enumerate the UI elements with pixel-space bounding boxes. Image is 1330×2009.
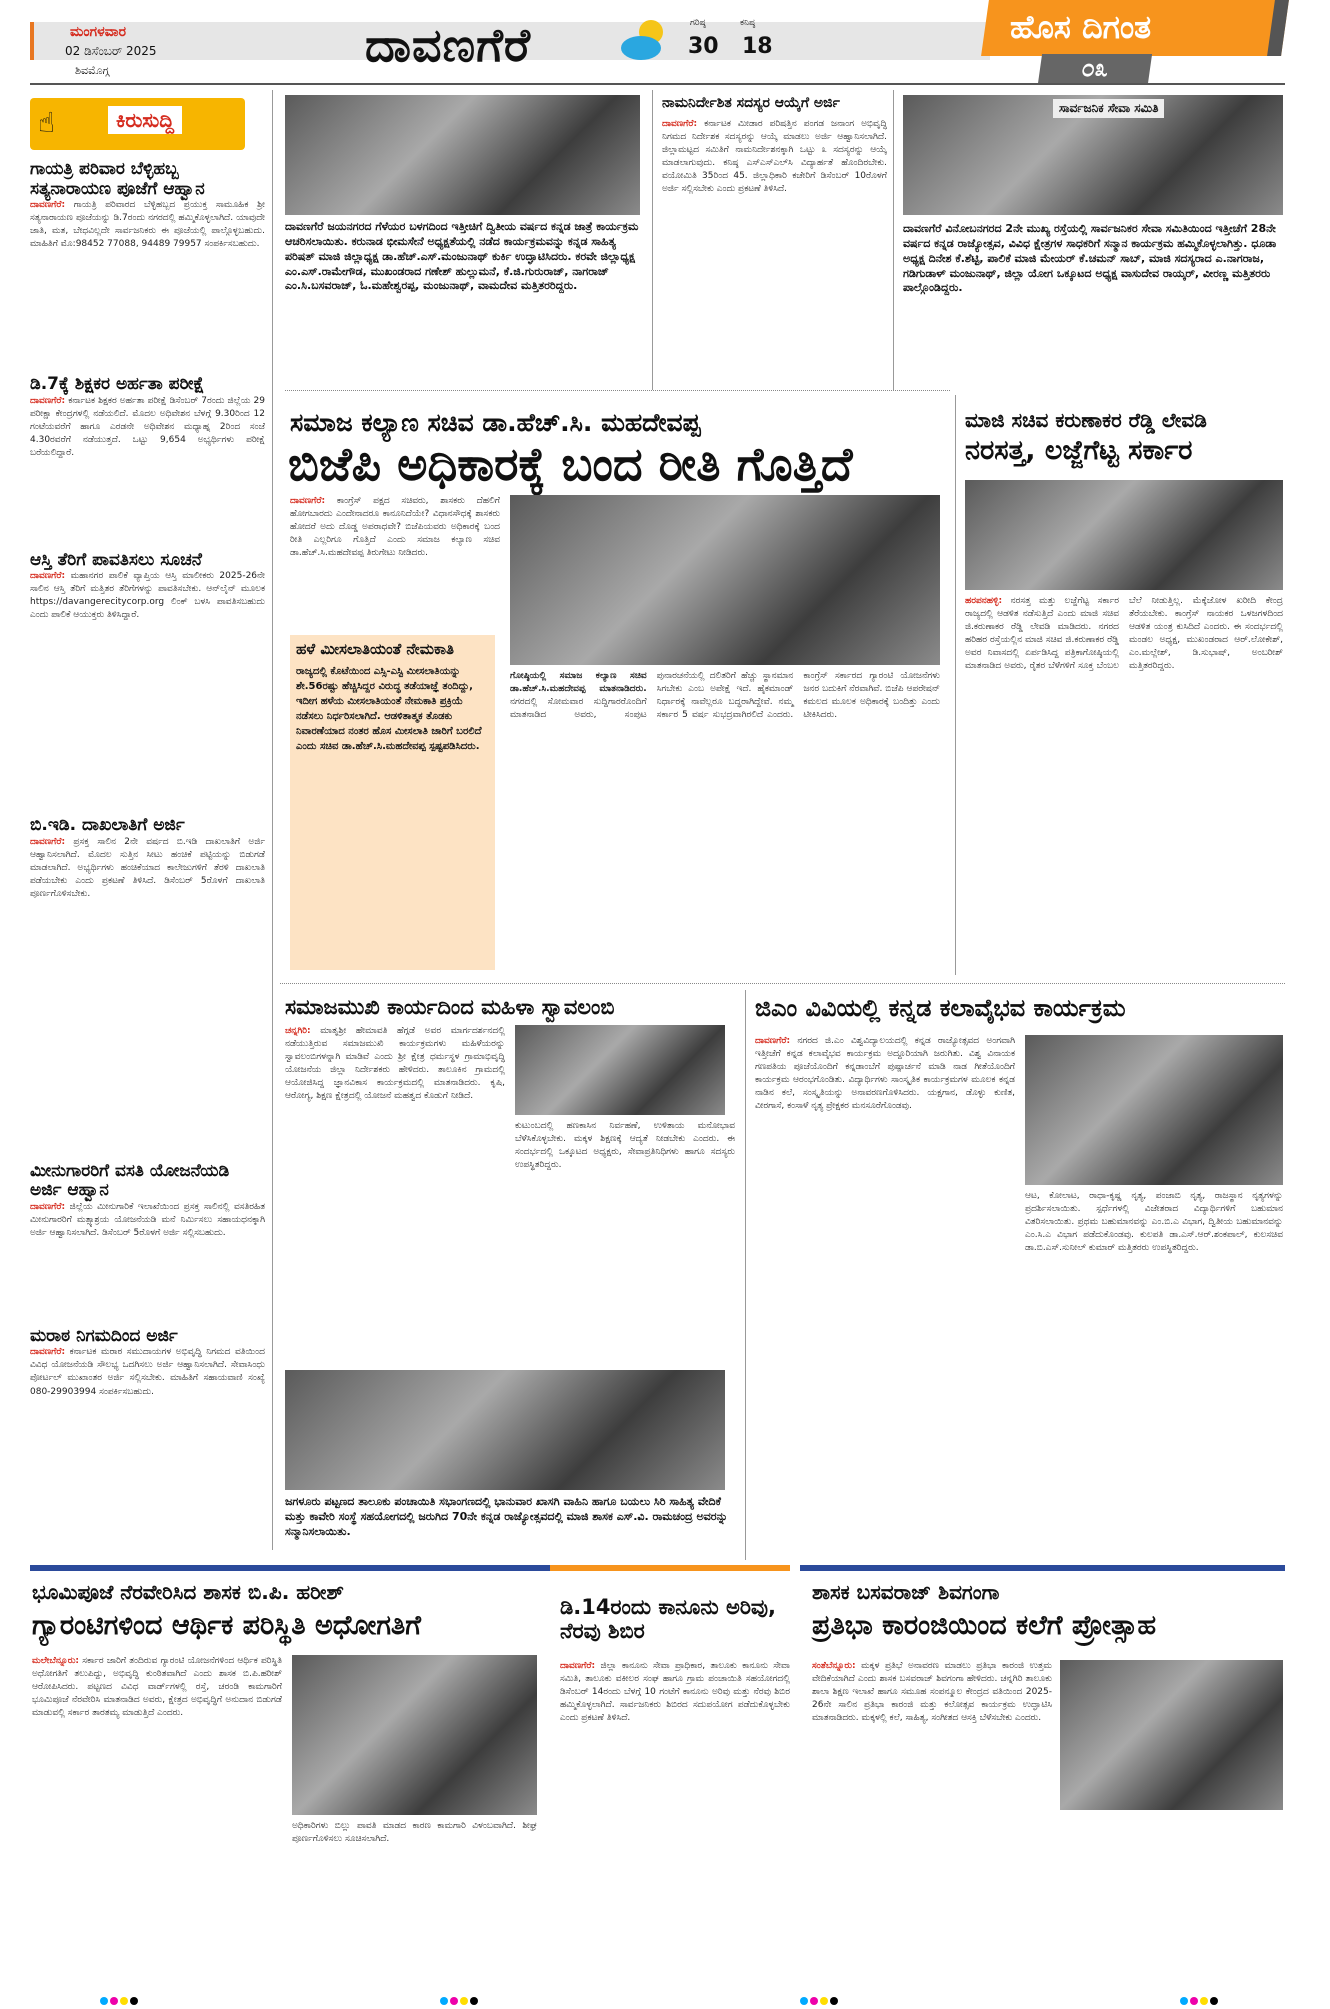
dateline: ಸಂತೆಬೆನ್ನೂರು: — [812, 1661, 856, 1671]
story-text: ಸರ್ಕಾರ ಜಾರಿಗೆ ತಂದಿರುವ ಗ್ಯಾರಂಟಿ ಯೋಜನೆಗಳಿಂದ ಆರ್ಥಿಕ ಪರಿಸ್ಥಿತಿ ಅಧೋಗತಿಗೆ ತಲುಪಿದ್ದು, ಅಭಿವೃದ್ಧಿ ಕುಂಠಿತವಾಗಿದೆ ಎಂದು ಶಾಸಕ ಬಿ.ಪಿ.ಹರೀಶ್ ಆರೋಪಿಸಿದರು. ಪಟ್ಟಣದ ವಿವಿಧ ವಾರ್ಡ್‌ಗಳಲ್ಲಿ ರಸ್ತೆ, ಚರಂಡಿ ಕಾಮಗಾರಿಗೆ ಭೂಮಿಪೂಜೆ ನೆರವೇರಿಸಿ ಮಾತನಾಡಿದ ಅವರು, ಕ್ಷೇತ್ರದ ಅಭಿವೃದ್ಧಿಗೆ ಅನುದಾನ ಬಿಡುಗಡೆ ಮಾಡುವಲ್ಲಿ ಸರ್ಕಾರ ತಾರತಮ್ಯ ಮಾಡುತ್ತಿದೆ ಎಂದರು. — [32, 1656, 282, 1719]
brief — [30, 160, 265, 369]
registration-marks — [800, 1990, 840, 2009]
story-text: ಆಟ, ಕೋಲಾಟ, ರಾಧಾ-ಕೃಷ್ಣ ನೃತ್ಯ, ಪಂಜಾಬಿ ನೃತ್ಯ, ರಾಜಸ್ಥಾನ ನೃತ್ಯಗಳನ್ನು ಪ್ರದರ್ಶಿಸಲಾಯಿತು. ಸ್ಪರ್ಧೆಗಳಲ್ಲಿ ವಿಜೇತರಾದ ವಿದ್ಯಾರ್ಥಿಗಳಿಗೆ ಬಹುಮಾನ ವಿತರಿಸಲಾಯಿತು. ಪ್ರಥಮ ಬಹುಮಾನವನ್ನು ಎಂ.ಬಿ.ಎ ವಿಭಾಗ, ದ್ವಿತೀಯ ಬಹುಮಾನವನ್ನು ಎಂ.ಸಿ.ಎ ವಿಭಾಗ ಪಡೆದುಕೊಂಡವು. ಕುಲಪತಿ ಡಾ.ಎಸ್.ಆರ್.ಶಂಕಪಾಲ್, ಕುಲಸಚಿವ ಡಾ.ಬಿ.ಎಸ್.ಸುನೀಲ್ ಕುಮಾರ್ ಮತ್ತಿತರರು ಉಪಸ್ಥಿತರಿದ್ದರು. — [1025, 1191, 1283, 1254]
lead-headline: ಬಿಜೆಪಿ ಅಧಿಕಾರಕ್ಕೆ ಬಂದ ರೀತಿ ಗೊತ್ತಿದೆ — [288, 437, 853, 491]
brief-text: ಮಹಾನಗರ ಪಾಲಿಕೆ ವ್ಯಾಪ್ತಿಯ ಆಸ್ತಿ ಮಾಲೀಕರು 2025-26ನೇ ಸಾಲಿನ ಆಸ್ತಿ ತೆರಿಗೆ ಮತ್ತಿತರ ತೆರಿಗೆಗಳನ್ನು ಪಾವತಿಸಬೇಕು. ಆನ್‌ಲೈನ್ ಮೂಲಕ https://davangerecitycorp.org ಲಿಂಕ್ ಬಳಸಿ ಪಾವತಿಸಬಹುದು ಎಂದು ಪಾಲಿಕೆ ಆಯುಕ್ತರು ತಿಳಿಸಿದ್ದಾರೆ. — [30, 571, 265, 621]
story-title: ಪ್ರತಿಭಾ ಕಾರಂಜಿಯಿಂದ ಕಲೆಗೆ ಪ್ರೋತ್ಸಾಹ — [812, 1610, 1157, 1641]
story-text: ನರಸತ್ತ ಮತ್ತು ಲಜ್ಜೆಗೆಟ್ಟ ಸರ್ಕಾರ ರಾಜ್ಯದಲ್ಲಿ ಆಡಳಿತ ನಡೆಸುತ್ತಿದೆ ಎಂದು ಮಾಜಿ ಸಚಿವ ಜಿ.ಕರುಣಾಕರ ರೆಡ್ಡಿ ಲೇವಡಿ ಮಾಡಿದರು. ನಗರದ ಹರಿಹರ ರಸ್ತೆಯಲ್ಲಿನ ಮಾಜಿ ಸಚಿವ ಜಿ.ಕರುಣಾಕರ ರೆಡ್ಡಿ ಅವರ ನಿವಾಸದಲ್ಲಿ ಏರ್ಪಡಿಸಿದ್ದ ಪತ್ರಿಕಾಗೋಷ್ಠಿಯಲ್ಲಿ ಮಾತನಾಡಿದ ಅವರು, ರೈತರ ಬೆಳೆಗಳಿಗೆ ಸೂಕ್ತ ಬೆಂಬಲ ಬೆಲೆ ನೀಡುತ್ತಿಲ್ಲ. ಮೆಕ್ಕೆಜೋಳ ಖರೀದಿ ಕೇಂದ್ರ ತೆರೆಯಬೇಕು. ಕಾಂಗ್ರೆಸ್ ನಾಯಕರ ಒಳಜಗಳದಿಂದ ಆಡಳಿತ ಯಂತ್ರ ಕುಸಿದಿದೆ ಎಂದರು. ಈ ಸಂದರ್ಭದಲ್ಲಿ ಮಂಡಲ ಅಧ್ಯಕ್ಷ, ಮುಖಂಡರಾದ ಆರ್.ಲೋಕೇಶ್, ಎಂ.ಮಲ್ಲೇಶ್, ಡಿ.ಸುಭಾಷ್, ಅಂಬರೀಶ್ ಮತ್ತಿತರರಿದ್ದರು. — [965, 596, 1283, 672]
dateline: ದಾವಣಗೆರೆ: — [30, 200, 66, 211]
brief-title: ಮರಾಠ ನಿಗಮದಿಂದ ಅರ್ಜಿ — [30, 1325, 178, 1346]
dateline: ದಾವಣಗೆರೆ: — [662, 119, 698, 129]
photo-women — [515, 1025, 725, 1115]
edition-city: ಶಿವಮೊಗ್ಗ — [75, 64, 110, 77]
story-text: ಕರ್ನಾಟಕ ಮೀಡಾರ ಪರಿಷತ್ತಿನ ಪಂಗಡ ಜನಾಂಗ ಅಭಿವೃದ್ಧಿ ನಿಗಮದ ನಿರ್ದೇಶಕ ಸದಸ್ಯರನ್ನು ಆಯ್ಕೆ ಮಾಡಲು ಅರ್ಜಿ ಆಹ್ವಾನಿಸಲಾಗಿದೆ. ಜಿಲ್ಲಾಮಟ್ಟದ ಸಮಿತಿಗೆ ನಾಮನಿರ್ದೇಶನಕ್ಕಾಗಿ ಒಟ್ಟು ೩ ಸದಸ್ಯರನ್ನು ಆಯ್ಕೆ ಮಾಡಲಾಗುವುದು. ಕನಿಷ್ಠ ಎಸ್‌ಎಸ್‌ಎಲ್‌ಸಿ ವಿದ್ಯಾರ್ಹತೆ ಹೊಂದಿರಬೇಕು. ವಯೋಮಿತಿ 35ರಿಂದ 45. ಜಿಲ್ಲಾಧಿಕಾರಿ ಕಚೇರಿಗೆ ಡಿಸೆಂಬರ್ 10ರೊಳಗೆ ಅರ್ಜಿ ಸಲ್ಲಿಸಬೇಕು ಎಂದು ಪ್ರಕಟಣೆ ತಿಳಿಸಿದೆ. — [662, 119, 887, 195]
brief-title: ಮೀನುಗಾರರಿಗೆ ವಸತಿ ಯೋಜನೆಯಡಿ ಅರ್ಜಿ ಆಹ್ವಾನ — [30, 1160, 230, 1201]
divider — [285, 390, 950, 393]
photo-caption: ದಾವಣಗೆರೆ ಜಯನಗರದ ಗೆಳೆಯರ ಬಳಗದಿಂದ ಇತ್ತೀಚಿಗೆ ದ್ವಿತೀಯ ವರ್ಷದ ಕನ್ನಡ ಜಾತ್ರೆ ಕಾರ್ಯಕ್ರಮ ಆಚರಿಸಲಾಯಿತು. ಕರುನಾಡ ಭೀಮಸೇನೆ ಅಧ್ಯಕ್ಷತೆಯಲ್ಲಿ ನಡೆದ ಕಾರ್ಯಕ್ರಮವನ್ನು ಕನ್ನಡ ಸಾಹಿತ್ಯ ಪರಿಷತ್ ಮಾಜಿ ಜಿಲ್ಲಾಧ್ಯಕ್ಷ ಡಾ.ಹೆಚ್.ಎಸ್.ಮಂಜುನಾಥ್ ಕುರ್ಕಿ ಉದ್ಘಾಟಿಸಿದರು. ಕರವೇ ಜಿಲ್ಲಾಧ್ಯಕ್ಷ ಎಂ.ಎಸ್.ರಾಮೇಗೌಡ, ಮುಖಂಡರಾದ ಗಣೇಶ್ ಹುಲ್ಲುಮನೆ, ಕೆ.ಜಿ.ಗುರುರಾಜ್, ನಾಗರಾಜ್ ಎಂ.ಸಿ.ಬಸವರಾಜ್, ಓ.ಮಹೇಶ್ವರಪ್ಪ, ಮಂಜುನಾಥ್, ವಾಮದೇವ ಮತ್ತಿತರರಿದ್ದರು. — [285, 220, 639, 293]
photo-bhoomipuja — [292, 1655, 537, 1815]
brief — [30, 1327, 265, 1487]
dateline: ದಾವಣಗೆರೆ: — [30, 836, 66, 847]
photo-seva-samiti — [903, 95, 1283, 215]
story-kicker: ಭೂಮಿಪೂಜೆ ನೆರವೇರಿಸಿದ ಶಾಸಕ ಬಿ.ಪಿ. ಹರೀಶ್ — [32, 1580, 344, 1604]
registration-marks — [440, 1990, 480, 2009]
story-text: ಮಾತೃಶ್ರೀ ಹೇಮಾವತಿ ಹೆಗ್ಗಡೆ ಅವರ ಮಾರ್ಗದರ್ಶನದಲ್ಲಿ ನಡೆಯುತ್ತಿರುವ ಸಮಾಜಮುಖಿ ಕಾರ್ಯಕ್ರಮಗಳು ಮಹಿಳೆಯರನ್ನು ಸ್ವಾವಲಂಬಿಗಳನ್ನಾಗಿ ಮಾಡಿವೆ ಎಂದು ಶ್ರೀ ಕ್ಷೇತ್ರ ಧರ್ಮಸ್ಥಳ ಗ್ರಾಮಾಭಿವೃದ್ಧಿ ಯೋಜನೆಯ ಜಿಲ್ಲಾ ನಿರ್ದೇಶಕರು ಹೇಳಿದರು. ತಾಲೂಕಿನ ಗ್ರಾಮದಲ್ಲಿ ಆಯೋಜಿಸಿದ್ದ ಜ್ಞಾನವಿಕಾಸ ಕಾರ್ಯಕ್ರಮದಲ್ಲಿ ಮಾತನಾಡಿದರು. ಕೃಷಿ, ಆರೋಗ್ಯ, ಶಿಕ್ಷಣ ಕ್ಷೇತ್ರದಲ್ಲಿ ಯೋಜನೆ ಮಹತ್ವದ ಕೊಡುಗೆ ನೀಡಿದೆ. — [285, 1026, 505, 1102]
dateline: ಚನ್ನಗಿರಿ: — [285, 1026, 311, 1036]
kirusuddi-label: ಕಿರುಸುದ್ದಿ — [108, 106, 182, 134]
dateline: ದಾವಣಗೆರೆ: — [30, 1201, 66, 1212]
story-text: ಕುಟುಂಬದಲ್ಲಿ ಹಣಕಾಸಿನ ನಿರ್ವಹಣೆ, ಉಳಿತಾಯ ಮನೋಭಾವ ಬೆಳೆಸಿಕೊಳ್ಳಬೇಕು. ಮಕ್ಕಳ ಶಿಕ್ಷಣಕ್ಕೆ ಆದ್ಯತೆ ನೀಡಬೇಕು ಎಂದರು. ಈ ಸಂದರ್ಭದಲ್ಲಿ ಒಕ್ಕೂಟದ ಅಧ್ಯಕ್ಷರು, ಸೇವಾಪ್ರತಿನಿಧಿಗಳು ಹಾಗೂ ಸದಸ್ಯರು ಉಪಸ್ಥಿತರಿದ್ದರು. — [515, 1121, 735, 1171]
divider — [652, 90, 653, 390]
photo-caption: ಗೋಷ್ಠಿಯಲ್ಲಿ ಸಮಾಜ ಕಲ್ಯಾಣ ಸಚಿವ ಡಾ.ಹೆಚ್.ಸಿ.ಮಹದೇವಪ್ಪ ಮಾತನಾಡಿದರು. — [510, 671, 647, 695]
brief-text: ಗಾಯತ್ರಿ ಪರಿವಾರದ ಬೆಳ್ಳಿಹಬ್ಬದ ಪ್ರಯುಕ್ತ ಸಾಮೂಹಿಕ ಶ್ರೀ ಸತ್ಯನಾರಾಯಣ ಪೂಜೆಯನ್ನು ಡಿ.7ರಂದು ನಗರದಲ್ಲಿ ಹಮ್ಮಿಕೊಳ್ಳಲಾಗಿದೆ. ಯಾವುದೇ ಜಾತಿ, ಮತ, ಬೇಧವಿಲ್ಲದೇ ಸಾರ್ವಜನಿಕರು ಈ ಪೂಜೆಯಲ್ಲಿ ಪಾಲ್ಗೊಳ್ಳಬಹುದು. ಮಾಹಿತಿಗೆ ಮೊ:98452 77088, 94489 79957 ಸಂಪರ್ಕಿಸಬಹುದು. — [30, 200, 265, 250]
header-rule — [30, 83, 1285, 85]
brief — [30, 1162, 265, 1321]
brief-text: ಜಿಲ್ಲೆಯ ಮೀನುಗಾರಿಕೆ ಇಲಾಖೆಯಿಂದ ಪ್ರಸಕ್ತ ಸಾಲಿನಲ್ಲಿ ವಸತಿರಹಿತ ಮೀನುಗಾರರಿಗೆ ಮತ್ಸ್ಯಾಶ್ರಯ ಯೋಜನೆಯಡಿ ಮನೆ ನಿರ್ಮಿಸಲು ಸಹಾಯಧನಕ್ಕಾಗಿ ಅರ್ಜಿ ಆಹ್ವಾನಿಸಲಾಗಿದೆ. ಡಿಸೆಂಬರ್ 5ರೊಳಗೆ ಅರ್ಜಿ ಸಲ್ಲಿಸಬಹುದು. — [30, 1201, 265, 1238]
brief-text: ಕರ್ನಾಟಕ ಮರಾಠ ಸಮುದಾಯಗಳ ಅಭಿವೃದ್ಧಿ ನಿಗಮದ ವತಿಯಿಂದ ವಿವಿಧ ಯೋಜನೆಯಡಿ ಸೌಲಭ್ಯ ಒದಗಿಸಲು ಅರ್ಜಿ ಆಹ್ವಾನಿಸಲಾಗಿದೆ. ಸೇವಾಸಿಂಧು ಪೋರ್ಟಲ್ ಮುಖಾಂತರ ಅರ್ಜಿ ಸಲ್ಲಿಸಬೇಕು. ಮಾಹಿತಿಗೆ ಸಹಾಯವಾಣಿ ಸಂಖ್ಯೆ 080-29903994 ಸಂಪರ್ಕಿಸಬಹುದು. — [30, 1347, 265, 1397]
lead-text: ನಗರದಲ್ಲಿ ಸೋಮವಾರ ಸುದ್ದಿಗಾರರೊಂದಿಗೆ ಮಾತನಾಡಿದ ಅವರು, ಸಂಪುಟ ಪುನಾರಚನೆಯಲ್ಲಿ ದಲಿತರಿಗೆ ಹೆಚ್ಚು ಸ್ಥಾನಮಾನ ಸಿಗಬೇಕು ಎಂಬ ಅಪೇಕ್ಷೆ ಇದೆ. ಹೈಕಮಾಂಡ್ ನಿರ್ಧಾರಕ್ಕೆ ನಾವೆಲ್ಲರೂ ಬದ್ಧರಾಗಿದ್ದೇವೆ. ನಮ್ಮ ಸರ್ಕಾರ 5 ವರ್ಷ ಸುಭದ್ರವಾಗಿರಲಿದೆ ಎಂದರು. ಕಾಂಗ್ರೆಸ್ ಸರ್ಕಾರದ ಗ್ಯಾರಂಟಿ ಯೋಜನೆಗಳು ಜನರ ಬದುಕಿಗೆ ನೆರವಾಗಿವೆ. ಬಿಜೆಪಿ ಆಪರೇಷನ್ ಕಮಲದ ಮೂಲಕ ಅಧಿಕಾರಕ್ಕೆ ಬಂದಿತ್ತು ಎಂದು ಟೀಕಿಸಿದರು. — [510, 671, 940, 721]
story-title: ಸಮಾಜಮುಖಿ ಕಾರ್ಯದಿಂದ ಮಹಿಳಾ ಸ್ವಾವಲಂಬಿ — [285, 995, 615, 1019]
photo-caption: ಅಧಿಕಾರಿಗಳು ಬಿಲ್ಲು ಪಾವತಿ ಮಾಡದ ಕಾರಣ ಕಾಮಗಾರಿ ವಿಳಂಬವಾಗಿದೆ. ಶೀಘ್ರ ಪೂರ್ಣಗೊಳಿಸಲು ಸೂಚಿಸಲಾಗಿದೆ. — [292, 1821, 537, 1845]
photo-dance — [1025, 1035, 1283, 1185]
weather-icon — [615, 14, 675, 64]
brief — [30, 375, 265, 545]
paper-logo: ಹೊಸ ದಿಗಂತ — [1010, 8, 1152, 46]
dateline: ದಾವಣಗೆರೆ: — [30, 1347, 66, 1358]
divider — [955, 395, 956, 975]
section-rule — [800, 1565, 1285, 1571]
box-title: ಹಳೆ ಮೀಸಲಾತಿಯಂತೆ ನೇಮಕಾತಿ — [296, 640, 454, 658]
divider — [893, 90, 894, 390]
day: ಮಂಗಳವಾರ — [70, 24, 127, 40]
dateline: ದಾವಣಗೆರೆ: — [755, 1036, 791, 1046]
divider — [745, 990, 746, 1560]
photo-reddy — [965, 480, 1283, 590]
dateline: ದಾವಣಗೆರೆ: — [30, 571, 66, 582]
lead-kicker: ಸಮಾಜ ಕಲ್ಯಾಣ ಸಚಿವ ಡಾ.ಹೆಚ್.ಸಿ. ಮಹದೇವಪ್ಪ — [290, 408, 701, 437]
dateline: ಮಲೇಬೆನ್ನೂರು: — [32, 1656, 80, 1666]
brief-title: ಗಾಯತ್ರಿ ಪರಿವಾರ ಬೆಳ್ಳಿಹಬ್ಬ ಸತ್ಯನಾರಾಯಣ ಪೂಜೆಗೆ ಆಹ್ವಾನ — [30, 159, 205, 199]
dateline: ದಾವಣಗೆರೆ: — [30, 395, 66, 406]
section-rule — [550, 1565, 790, 1571]
brief — [30, 551, 265, 811]
min-temp: 18 — [742, 34, 773, 59]
box-text: ರಾಜ್ಯದಲ್ಲಿ ಕೊಟೆಯಿಂದ ಎಸ್ಸಿ-ಎಸ್ಟಿ ಮೀಸಲಾತಿಯನ್ನು ಶೇ.56ರಷ್ಟು ಹೆಚ್ಚಿಸಿದ್ದರ ವಿರುದ್ಧ ತಡೆಯಾಜ್ಞೆ ತಂದಿದ್ದು, ಇದೀಗ ಹಳೆಯ ಮೀಸಲಾತಿಯಂತೆ ನೇಮಕಾತಿ ಪ್ರಕ್ರಿಯೆ ನಡೆಸಲು ನಿರ್ಧರಿಸಲಾಗಿದೆ. ಆಡಳಿತಾತ್ಮಕ ತೊಡಕು ನಿವಾರಣೆಯಾದ ನಂತರ ಹೊಸ ಮೀಸಲಾತಿ ಜಾರಿಗೆ ಬರಲಿದೆ ಎಂದು ಸಚಿವ ಡಾ.ಹೆಚ್.ಸಿ.ಮಹದೇವಪ್ಪ ಸ್ಪಷ್ಟಪಡಿಸಿದರು. — [296, 666, 482, 753]
photo-caption: ದಾವಣಗೆರೆ ವಿನೋಬನಗರದ 2ನೇ ಮುಖ್ಯ ರಸ್ತೆಯಲ್ಲಿ ಸಾರ್ವಜನಿಕರ ಸೇವಾ ಸಮಿತಿಯಿಂದ ಇತ್ತೀಚೆಗೆ 28ನೇ ವರ್ಷದ ಕನ್ನಡ ರಾಜ್ಯೋತ್ಸವ, ವಿವಿಧ ಕ್ಷೇತ್ರಗಳ ಸಾಧಕರಿಗೆ ಸನ್ಮಾನ ಕಾರ್ಯಕ್ರಮ ಹಮ್ಮಿಕೊಳ್ಳಲಾಗಿತ್ತು. ಧೂಡಾ ಅಧ್ಯಕ್ಷ ದಿನೇಶ ಕೆ.ಶೆಟ್ಟಿ, ಪಾಲಿಕೆ ಮಾಜಿ ಮೇಯರ್ ಕೆ.ಚಮನ್ ಸಾಬ್, ಮಾಜಿ ಸದಸ್ಯರಾದ ಎ.ನಾಗರಾಜ, ಗಡಿಗುಡಾಳ್ ಮಂಜುನಾಥ್, ಜಿಲ್ಲಾ ಯೋಗ ಒಕ್ಕೂಟದ ಅಧ್ಯಕ್ಷ ವಾಸುದೇವ ರಾಯ್ಕರ್, ವೀರಣ್ಣ ಮತ್ತಿತರರು ಪಾಲ್ಗೊಂಡಿದ್ದರು. — [903, 222, 1277, 295]
lead-text: ಕಾಂಗ್ರೆಸ್ ಪಕ್ಷದ ಸಚಿವರು, ಶಾಸಕರು ದೆಹಲಿಗೆ ಹೋಗಬಾರದು ಎಂದೇನಾದರೂ ಕಾನೂನಿದೆಯೇ? ವಿಧಾನಸೌಧಕ್ಕೆ ಶಾಸಕರು ಹೋದರೆ ಅದು ದೊಡ್ಡ ಅಪರಾಧವೇ? ಬಿಜೆಪಿಯವರು ಅಧಿಕಾರಕ್ಕೆ ಬಂದ ರೀತಿ ಎಲ್ಲರಿಗೂ ಗೊತ್ತಿದೆ ಎಂದು ಸಮಾಜ ಕಲ್ಯಾಣ ಸಚಿವ ಡಾ.ಹೆಚ್.ಸಿ.ಮಹದೇವಪ್ಪ ತಿರುಗೇಟು ನೀಡಿದರು. — [290, 496, 500, 559]
divider — [280, 983, 1285, 984]
photo-pratibha — [1060, 1660, 1283, 1810]
story-title: ಡಿ.14ರಂದು ಕಾನೂನು ಅರಿವು, ನೆರವು ಶಿಬಿರ — [560, 1595, 777, 1644]
story-kicker: ಮಾಜಿ ಸಚಿವ ಕರುಣಾಕರ ರೆಡ್ಡಿ ಲೇವಡಿ — [965, 408, 1207, 432]
photo-minister — [510, 495, 940, 665]
masthead: ದಾವಣಗೆರೆ — [365, 18, 531, 72]
section-rule — [30, 1565, 550, 1571]
story-title: ಜಿಎಂ ವಿವಿಯಲ್ಲಿ ಕನ್ನಡ ಕಲಾವೈಭವ ಕಾರ್ಯಕ್ರಮ — [755, 994, 1126, 1022]
sidebar-box — [290, 635, 495, 970]
min-label: ಕನಿಷ್ಠ — [740, 18, 756, 28]
brief — [30, 816, 265, 1156]
story-title: ಗ್ಯಾರಂಟಿಗಳಿಂದ ಆರ್ಥಿಕ ಪರಿಸ್ಥಿತಿ ಅಧೋಗತಿಗೆ — [32, 1610, 421, 1641]
dateline: ಹರಪನಹಳ್ಳಿ: — [965, 596, 1003, 606]
kirusuddi-badge — [30, 98, 245, 150]
brief-title: ಆಸ್ತಿ ತೆರಿಗೆ ಪಾವತಿಸಲು ಸೂಚನೆ — [30, 549, 202, 570]
registration-marks — [1180, 1990, 1220, 2009]
photo-caption: ಜಗಳೂರು ಪಟ್ಟಣದ ತಾಲೂಕು ಪಂಚಾಯಿತಿ ಸಭಾಂಗಣದಲ್ಲಿ ಭಾನುವಾರ ಖಾಸಗಿ ವಾಹಿನಿ ಹಾಗೂ ಬಯಲು ಸಿರಿ ಸಾಹಿತ್ಯ ವೇದಿಕೆ ಮತ್ತು ಕಾವೇರಿ ಸಂಸ್ಥೆ ಸಹಯೋಗದಲ್ಲಿ ಜರುಗಿದ 70ನೇ ಕನ್ನಡ ರಾಜ್ಯೋತ್ಸವದಲ್ಲಿ ಮಾಜಿ ಶಾಸಕ ಎಸ್.ವಿ. ರಾಮಚಂದ್ರ ಅವರನ್ನು ಸನ್ಮಾನಿಸಲಾಯಿತು. — [285, 1495, 728, 1538]
photo-kannada-jatre — [285, 95, 640, 215]
banner-text: ಸಾರ್ವಜನಿಕ ಸೇವಾ ಸಮಿತಿ — [1053, 99, 1164, 118]
story-title: ನಾಮನಿರ್ದೇಶಿತ ಸದಸ್ಯರ ಆಯ್ಕೆಗೆ ಅರ್ಜಿ — [662, 95, 840, 111]
page-number: ೦೩ — [1038, 54, 1152, 84]
max-temp: 30 — [688, 34, 719, 59]
brief-text: ಕರ್ನಾಟಕ ಶಿಕ್ಷಕರ ಅರ್ಹತಾ ಪರೀಕ್ಷೆ ಡಿಸೆಂಬರ್ 7ರಂದು ಜಿಲ್ಲೆಯ 29 ಪರೀಕ್ಷಾ ಕೇಂದ್ರಗಳಲ್ಲಿ ನಡೆಯಲಿದೆ. ಮೊದಲ ಅಧಿವೇಶನ ಬೆಳಗ್ಗೆ 9.30ರಿಂದ 12 ಗಂಟೆಯವರೆಗೆ ಹಾಗೂ ಎರಡನೇ ಅಧಿವೇಶನ ಮಧ್ಯಾಹ್ನ 2ರಿಂದ ಸಂಜೆ 4.30ರವರೆಗೆ ನಡೆಯುತ್ತದೆ. ಒಟ್ಟು 9,654 ಅಭ್ಯರ್ಥಿಗಳು ಪರೀಕ್ಷೆ ಬರೆಯಲಿದ್ದಾರೆ. — [30, 395, 265, 458]
photo-jagalur — [285, 1370, 725, 1490]
divider — [272, 90, 273, 1550]
date: 02 ಡಿಸೆಂಬರ್ 2025 — [65, 44, 157, 58]
story-text: ನಗರದ ಜಿ.ಎಂ ವಿಶ್ವವಿದ್ಯಾಲಯದಲ್ಲಿ ಕನ್ನಡ ರಾಜ್ಯೋತ್ಸವದ ಅಂಗವಾಗಿ ಇತ್ತೀಚೆಗೆ ಕನ್ನಡ ಕಲಾವೈಭವ ಕಾರ್ಯಕ್ರಮ ಅದ್ದೂರಿಯಾಗಿ ಜರುಗಿತು. ವಿಶ್ವ ವಿನಾಯಕ ಗಣಪತಿಯ ಪೂಜೆಯೊಂದಿಗೆ ಕನ್ನಡಾಂಬೆಗೆ ಪುಷ್ಪಾರ್ಚನೆ ಮಾಡಿ ನಾಡ ಗೀತೆಯೊಂದಿಗೆ ಕಾರ್ಯಕ್ರಮ ಆರಂಭಗೊಂಡಿತು. ವಿದ್ಯಾರ್ಥಿಗಳು ಸಾಂಸ್ಕೃತಿಕ ಕಾರ್ಯಕ್ರಮಗಳ ಮೂಲಕ ಕನ್ನಡ ನಾಡಿನ ಕಲೆ, ಸಂಸ್ಕೃತಿಯನ್ನು ಅನಾವರಣಗೊಳಿಸಿದರು. ಯಕ್ಷಗಾನ, ಡೊಳ್ಳು ಕುಣಿತ, ವೀರಗಾಸೆ, ಕಂಸಾಳೆ ನೃತ್ಯ ಪ್ರೇಕ್ಷಕರ ಮನಸೂರೆಗೊಂಡವು. — [755, 1036, 1015, 1112]
brief-title: ಡಿ.7ಕ್ಕೆ ಶಿಕ್ಷಕರ ಅರ್ಹತಾ ಪರೀಕ್ಷೆ — [30, 374, 205, 395]
story-title: ನರಸತ್ತ, ಲಜ್ಜೆಗೆಟ್ಟ ಸರ್ಕಾರ — [965, 435, 1193, 466]
dateline: ದಾವಣಗೆರೆ: — [560, 1661, 596, 1671]
story-text: ಮಕ್ಕಳ ಪ್ರತಿಭೆ ಅನಾವರಣ ಮಾಡಲು ಪ್ರತಿಭಾ ಕಾರಂಜಿ ಉತ್ತಮ ವೇದಿಕೆಯಾಗಿದೆ ಎಂದು ಶಾಸಕ ಬಸವರಾಜ್ ಶಿವಗಂಗಾ ಹೇಳಿದರು. ಚನ್ನಗಿರಿ ತಾಲೂಕು ಶಾಲಾ ಶಿಕ್ಷಣ ಇಲಾಖೆ ಹಾಗೂ ಸಮೂಹ ಸಂಪನ್ಮೂಲ ಕೇಂದ್ರದ ವತಿಯಿಂದ 2025-26ನೇ ಸಾಲಿನ ಪ್ರತಿಭಾ ಕಾರಂಜಿ ಮತ್ತು ಕಲೋತ್ಸವ ಕಾರ್ಯಕ್ರಮ ಉದ್ಘಾಟಿಸಿ ಮಾತನಾಡಿದರು. ಮಕ್ಕಳಲ್ಲಿ ಕಲೆ, ಸಾಹಿತ್ಯ, ಸಂಗೀತದ ಆಸಕ್ತಿ ಬೆಳೆಸಬೇಕು ಎಂದರು. — [812, 1661, 1052, 1724]
story-text: ಜಿಲ್ಲಾ ಕಾನೂನು ಸೇವಾ ಪ್ರಾಧಿಕಾರ, ತಾಲೂಕು ಕಾನೂನು ಸೇವಾ ಸಮಿತಿ, ತಾಲೂಕು ವಕೀಲರ ಸಂಘ ಹಾಗೂ ಗ್ರಾಮ ಪಂಚಾಯಿತಿ ಸಹಯೋಗದಲ್ಲಿ ಡಿಸೆಂಬರ್ 14ರಂದು ಬೆಳಗ್ಗೆ 10 ಗಂಟೆಗೆ ಕಾನೂನು ಅರಿವು ಮತ್ತು ನೆರವು ಶಿಬಿರ ಹಮ್ಮಿಕೊಳ್ಳಲಾಗಿದೆ. ಸಾರ್ವಜನಿಕರು ಶಿಬಿರದ ಸದುಪಯೋಗ ಪಡೆದುಕೊಳ್ಳಬೇಕು ಎಂದು ಪ್ರಕಟಣೆ ತಿಳಿಸಿದೆ. — [560, 1661, 790, 1724]
brief-text: ಪ್ರಸಕ್ತ ಸಾಲಿನ 2ನೇ ವರ್ಷದ ಬಿ.ಇಡಿ ದಾಖಲಾತಿಗೆ ಅರ್ಜಿ ಆಹ್ವಾನಿಸಲಾಗಿದೆ. ಮೊದಲ ಸುತ್ತಿನ ಸೀಟು ಹಂಚಿಕೆ ಪಟ್ಟಿಯನ್ನು ಬಿಡುಗಡೆ ಮಾಡಲಾಗಿದೆ. ಅಭ್ಯರ್ಥಿಗಳು ಹಂಚಿಕೆಯಾದ ಕಾಲೇಜುಗಳಿಗೆ ತೆರಳಿ ದಾಖಲಾತಿ ಪಡೆಯಬೇಕು ಎಂದು ಪ್ರಕಟಣೆ ತಿಳಿಸಿದೆ. ಡಿಸೆಂಬರ್ 5ರೊಳಗೆ ದಾಖಲಾತಿ ಪೂರ್ಣಗೊಳಿಸಬೇಕು. — [30, 836, 265, 899]
brief-title: ಬಿ.ಇಡಿ. ದಾಖಲಾತಿಗೆ ಅರ್ಜಿ — [30, 815, 185, 836]
registration-marks — [100, 1990, 140, 2009]
hand-icon: ☝ — [38, 106, 56, 139]
story-kicker: ಶಾಸಕ ಬಸವರಾಜ್ ಶಿವಗಂಗಾ — [812, 1580, 1000, 1604]
dateline: ದಾವಣಗೆರೆ: — [290, 496, 326, 506]
left-column — [30, 160, 265, 1555]
max-label: ಗರಿಷ್ಠ — [690, 18, 706, 28]
